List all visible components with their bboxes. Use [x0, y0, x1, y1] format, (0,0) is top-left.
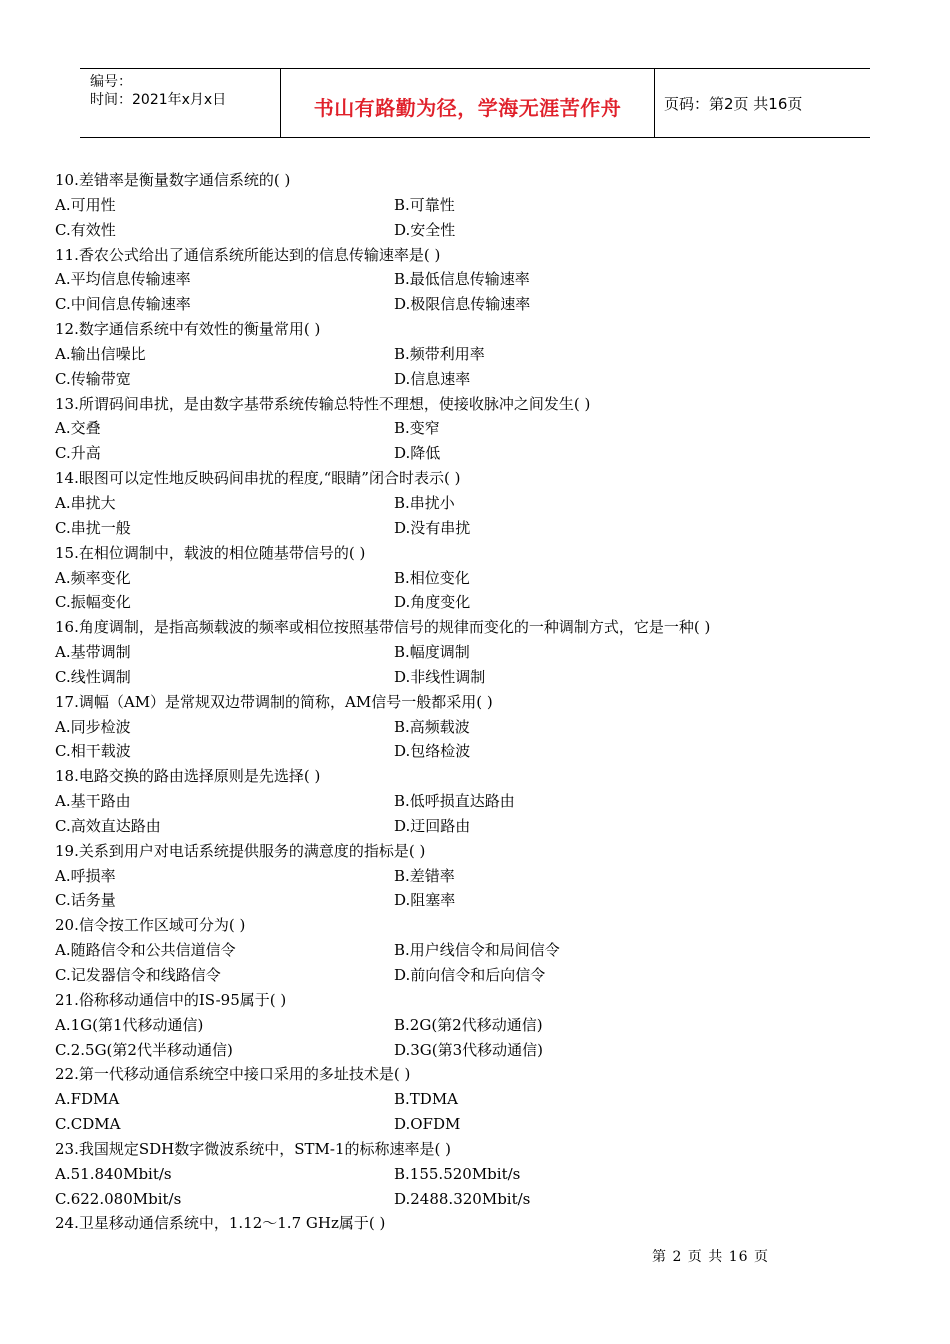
- answer-option: B.2G(第2代移动通信): [394, 1015, 543, 1034]
- option-row: [55, 864, 815, 889]
- answer-option: C.CDMA: [55, 1115, 121, 1134]
- answer-option: A.交叠: [55, 419, 101, 438]
- option-row: [55, 516, 815, 541]
- answer-option: B.可靠性: [394, 195, 455, 214]
- question-stem: 24.卫星移动通信系统中，1.12～1.7 GHz属于( ): [55, 1214, 386, 1233]
- answer-option: A.随路信令和公共信道信令: [55, 941, 236, 960]
- option-row: [55, 441, 815, 466]
- question-stem: 11.香农公式给出了通信系统所能达到的信息传输速率是( ): [55, 245, 441, 264]
- answer-option: C.相干载波: [55, 742, 131, 761]
- answer-option: D.迂回路由: [394, 816, 471, 835]
- question-stem: 14.眼图可以定性地反映码间串扰的程度,“眼睛”闭合时表示( ): [55, 469, 461, 488]
- option-row: [55, 715, 815, 740]
- option-row: [55, 292, 815, 317]
- answer-option: B.155.520Mbit/s: [394, 1164, 521, 1183]
- answer-option: C.线性调制: [55, 667, 131, 686]
- answer-option: B.频带利用率: [394, 344, 485, 363]
- answer-option: A.频率变化: [55, 568, 131, 587]
- option-row: [55, 416, 815, 441]
- option-row: [55, 888, 815, 913]
- option-row: [55, 963, 815, 988]
- option-row: [55, 218, 815, 243]
- question-stem: 22.第一代移动通信系统空中接口采用的多址技术是( ): [55, 1065, 411, 1084]
- option-row: [55, 1112, 815, 1137]
- option-row: [55, 1013, 815, 1038]
- answer-option: A.串扰大: [55, 493, 116, 512]
- answer-option: D.信息速率: [394, 369, 471, 388]
- question-stem: 21.俗称移动通信中的IS-95属于( ): [55, 990, 287, 1009]
- answer-option: D.角度变化: [394, 593, 471, 612]
- answer-option: A.呼损率: [55, 866, 116, 885]
- option-row: [55, 1087, 815, 1112]
- answer-option: B.幅度调制: [394, 643, 470, 662]
- answer-option: D.2488.320Mbit/s: [394, 1189, 531, 1208]
- answer-option: C.话务量: [55, 891, 116, 910]
- question-stem: 19.关系到用户对电话系统提供服务的满意度的指标是( ): [55, 841, 426, 860]
- answer-option: C.中间信息传输速率: [55, 295, 191, 314]
- answer-option: B.最低信息传输速率: [394, 270, 530, 289]
- answer-option: B.低呼损直达路由: [394, 792, 515, 811]
- answer-option: A.平均信息传输速率: [55, 270, 191, 289]
- answer-option: B.TDMA: [394, 1090, 459, 1109]
- option-row: [55, 665, 815, 690]
- answer-option: D.3G(第3代移动通信): [394, 1040, 544, 1059]
- page-footer: 第 2 页 共 16 页: [652, 1249, 769, 1265]
- answer-option: C.记发器信令和线路信令: [55, 966, 221, 984]
- option-row: [55, 267, 815, 292]
- question-stem: 17.调幅（AM）是常规双边带调制的简称，AM信号一般都采用( ): [55, 692, 493, 711]
- header-meta: [80, 69, 281, 137]
- answer-option: A.可用性: [55, 195, 116, 214]
- header-motto-cell: [281, 69, 655, 137]
- answer-option: A.1G(第1代移动通信): [55, 1015, 204, 1034]
- question-stem: 23.我国规定SDH数字微波系统中，STM-1的标称速率是( ): [55, 1139, 451, 1158]
- answer-option: D.OFDM: [394, 1115, 461, 1134]
- answer-option: A.基带调制: [55, 643, 131, 662]
- answer-option: A.基干路由: [55, 792, 131, 811]
- question-stem: 16.角度调制，是指高频载波的频率或相位按照基带信号的规律而变化的一种调制方式，它是一种( ): [55, 618, 711, 637]
- answer-option: B.变窄: [394, 419, 440, 438]
- question-stem: 12.数字通信系统中有效性的衡量常用( ): [55, 320, 321, 339]
- option-row: [55, 566, 815, 591]
- answer-option: A.FDMA: [55, 1090, 120, 1109]
- option-row: [55, 739, 815, 764]
- option-row: [55, 938, 815, 963]
- question-stem: 13.所谓码间串扰，是由数字基带系统传输总特性不理想，使接收脉冲之间发生( ): [55, 394, 591, 413]
- option-row: [55, 342, 815, 367]
- option-row: [55, 789, 815, 814]
- answer-option: A.51.840Mbit/s: [55, 1164, 172, 1183]
- option-row: [55, 1038, 815, 1063]
- question-stem: 18.电路交换的路由选择原则是先选择( ): [55, 767, 321, 786]
- number-label: 编号：: [90, 74, 132, 90]
- header-page-cell: [655, 69, 870, 137]
- answer-option: A.同步检波: [55, 717, 131, 736]
- answer-option: D.阻塞率: [394, 891, 456, 910]
- answer-option: D.前向信令和后向信令: [394, 966, 546, 984]
- answer-option: B.串扰小: [394, 493, 455, 512]
- answer-option: D.安全性: [394, 220, 456, 239]
- option-row: [55, 491, 815, 516]
- question-stem: 20.信令按工作区域可分为( ): [55, 916, 246, 935]
- question-stem: 15.在相位调制中，载波的相位随基带信号的( ): [55, 543, 366, 562]
- answer-option: B.高频载波: [394, 717, 470, 736]
- answer-option: D.降低: [394, 444, 441, 463]
- option-row: [55, 193, 815, 218]
- answer-option: C.高效直达路由: [55, 816, 161, 835]
- option-row: [55, 1187, 815, 1212]
- answer-option: C.传输带宽: [55, 369, 131, 388]
- question-list: [55, 168, 815, 1236]
- answer-option: C.振幅变化: [55, 593, 131, 612]
- answer-option: C.升高: [55, 444, 101, 463]
- motto-text: 书山有路勤为径，学海无涯苦作舟: [313, 95, 622, 120]
- page-header: [80, 68, 870, 138]
- question-stem: 10.差错率是衡量数字通信系统的( ): [55, 171, 291, 189]
- answer-option: C.622.080Mbit/s: [55, 1189, 182, 1208]
- answer-option: B.用户线信令和局间信令: [394, 941, 560, 960]
- answer-option: B.差错率: [394, 866, 455, 885]
- option-row: [55, 1162, 815, 1187]
- option-row: [55, 814, 815, 839]
- option-row: [55, 590, 815, 615]
- option-row: [55, 367, 815, 392]
- answer-option: A.输出信噪比: [55, 344, 146, 363]
- answer-option: D.没有串扰: [394, 518, 471, 537]
- answer-option: C.2.5G(第2代半移动通信): [55, 1040, 233, 1059]
- page-info: 页码：第2页 共16页: [664, 94, 803, 113]
- answer-option: C.有效性: [55, 220, 116, 239]
- time-label: 时间：2021年x月x日: [90, 92, 227, 108]
- answer-option: D.极限信息传输速率: [394, 295, 531, 314]
- answer-option: D.非线性调制: [394, 667, 486, 686]
- answer-option: D.包络检波: [394, 742, 471, 761]
- answer-option: B.相位变化: [394, 568, 470, 587]
- answer-option: C.串扰一般: [55, 518, 131, 537]
- option-row: [55, 640, 815, 665]
